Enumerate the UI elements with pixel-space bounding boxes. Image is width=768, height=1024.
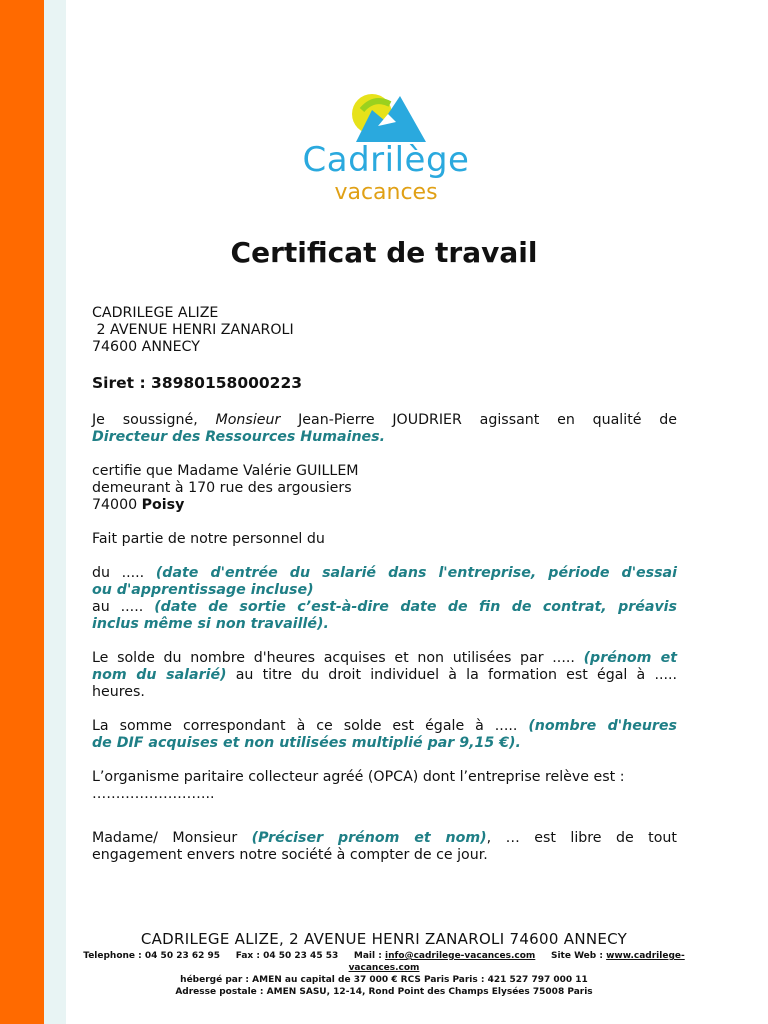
libre-prefix: Madame/ Monsieur bbox=[92, 830, 252, 846]
employer-name: CADRILEGE ALIZE bbox=[92, 305, 219, 321]
libre-end: engagement envers notre société à compter de ce jour. bbox=[92, 847, 488, 863]
au-line bbox=[92, 599, 677, 616]
au-note-b: inclus même si non travaillé). bbox=[92, 616, 329, 632]
du-note-a: (date d'entrée du salarié dans l'entreprise, période d'essai bbox=[155, 565, 677, 581]
opca-line: L’organisme paritaire collecteur agréé (OPCA) dont l’entreprise relève est : bbox=[92, 769, 625, 785]
declarant-name-role: Jean-Pierre JOUDRIER agissant en qualité de bbox=[280, 412, 677, 428]
footer-postal: Adresse postale : AMEN SASU, 12-14, Rond Point des Champs Elysées 75008 Paris bbox=[175, 987, 593, 997]
footer-site-link-a[interactable]: www.cadrilege- bbox=[606, 951, 685, 961]
du-note-b: ou d'apprentissage incluse) bbox=[92, 582, 314, 598]
employee-line-2: demeurant à 170 rue des argousiers bbox=[92, 480, 352, 496]
employer-siret: Siret : 38980158000223 bbox=[92, 374, 303, 392]
logo-name: Cadrilège bbox=[302, 140, 470, 180]
employee-city-line bbox=[92, 497, 677, 514]
solde-line bbox=[92, 650, 677, 667]
declarant-line bbox=[92, 412, 677, 429]
footer-site-line-2 bbox=[66, 962, 702, 974]
solde-suffix: au titre du droit individuel à la formation est égal à ..... bbox=[226, 667, 677, 683]
solde-end: heures. bbox=[92, 684, 145, 700]
somme-line bbox=[92, 718, 677, 735]
libre-note: (Préciser prénom et nom) bbox=[251, 830, 487, 846]
employee-city: Poisy bbox=[141, 497, 185, 513]
mountain-sun-logo-icon bbox=[326, 88, 446, 146]
footer-contact bbox=[66, 950, 702, 962]
du-line bbox=[92, 565, 677, 582]
employee-postcode: 74000 bbox=[92, 497, 142, 513]
employer-city: 74600 ANNECY bbox=[92, 339, 200, 355]
solde-note-b: nom du salarié) bbox=[92, 667, 227, 683]
au-prefix: au ..... bbox=[92, 599, 155, 615]
employee-line-1: certifie que Madame Valérie GUILLEM bbox=[92, 463, 359, 479]
footer-site-label: Site Web : bbox=[535, 951, 607, 961]
libre-line bbox=[92, 830, 677, 847]
logo-subtitle: vacances bbox=[334, 180, 438, 205]
declarant-civility: Monsieur bbox=[215, 412, 281, 428]
footer-phone-fax: Telephone : 04 50 23 62 95 Fax : 04 50 23 45 53 Mail : bbox=[83, 951, 385, 961]
footer-address: CADRILEGE ALIZE, 2 AVENUE HENRI ZANAROLI 74600 ANNECY bbox=[140, 930, 628, 948]
au-note-a: (date de sortie c’est-à-dire date de fin de contrat, préavis bbox=[154, 599, 677, 615]
somme-note-b: de DIF acquises et non utilisées multiplié par 9,15 €). bbox=[92, 735, 521, 751]
du-prefix: du ..... bbox=[92, 565, 156, 581]
somme-note-a: (nombre d'heures bbox=[528, 718, 677, 734]
footer bbox=[66, 930, 702, 998]
document-body bbox=[92, 305, 677, 864]
declarant-role: Directeur des Ressources Humaines. bbox=[92, 429, 386, 445]
footer-mail-link[interactable]: info@cadrilege-vacances.com bbox=[384, 951, 536, 961]
solde-prefix: Le solde du nombre d'heures acquises et non utilisées par ..... bbox=[92, 650, 584, 666]
solde-note-a: (prénom et bbox=[583, 650, 677, 666]
company-logo bbox=[296, 88, 476, 216]
footer-host: hébergé par : AMEN au capital de 37 000 € RCS Paris Paris : 421 527 797 000 11 bbox=[180, 975, 588, 985]
opca-dots: …………………….. bbox=[92, 786, 215, 802]
left-orange-bar bbox=[0, 0, 44, 1024]
libre-suffix: , … est libre de tout bbox=[486, 830, 677, 846]
declarant-prefix: Je soussigné, bbox=[92, 412, 216, 428]
fait-partie-line: Fait partie de notre personnel du bbox=[92, 531, 325, 547]
somme-prefix: La somme correspondant à ce solde est égale à ..... bbox=[92, 718, 529, 734]
left-light-strip bbox=[44, 0, 66, 1024]
footer-site-link-b[interactable]: vacances.com bbox=[348, 963, 420, 973]
document-title: Certificat de travail bbox=[230, 236, 538, 269]
solde-line-2 bbox=[92, 667, 677, 684]
employer-address: 2 AVENUE HENRI ZANAROLI bbox=[92, 322, 294, 338]
